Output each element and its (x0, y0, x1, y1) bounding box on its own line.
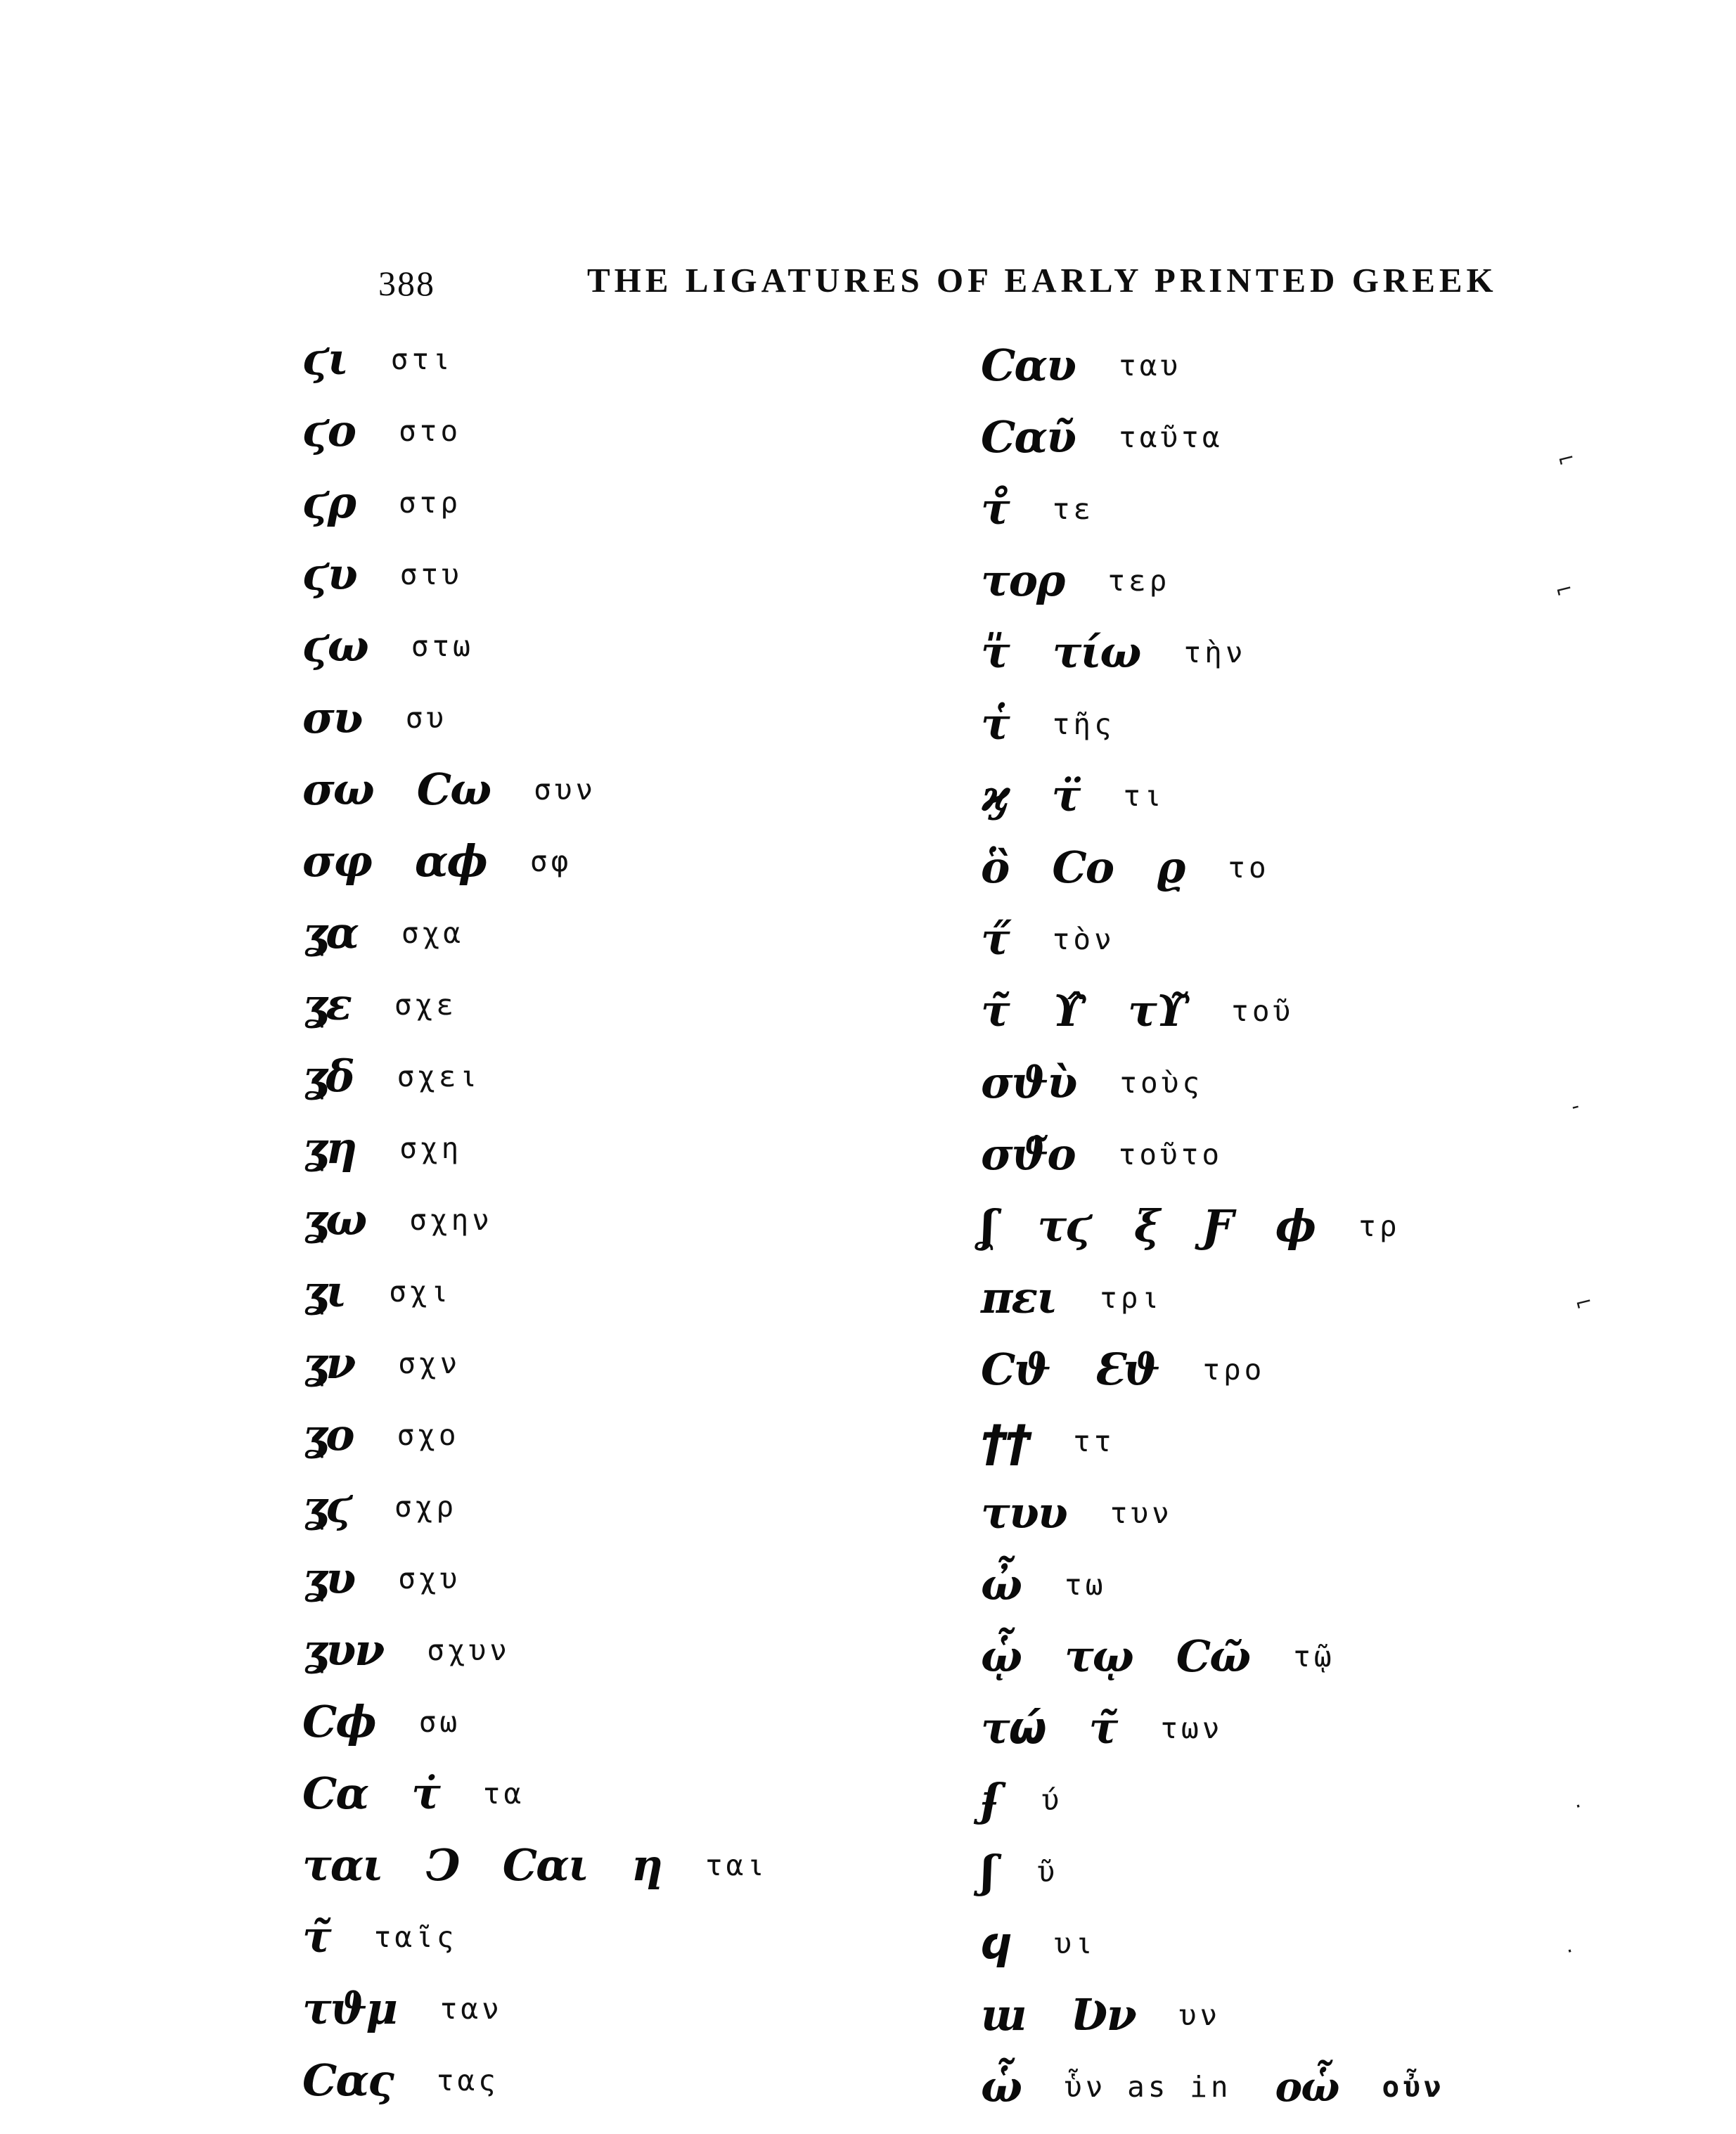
ligature-row (981, 1119, 1445, 1190)
ligature-row (981, 1334, 1445, 1406)
ligature-row (302, 2045, 768, 2116)
ligature-glyph: τ̔ (981, 698, 1009, 750)
ligature-glyph: τϒ̃ (1128, 985, 1188, 1036)
margin-mark: · (1571, 1794, 1585, 1820)
reading-text: σω (418, 1704, 461, 1739)
reading-text: τρο (1202, 1352, 1266, 1387)
ligature-row (981, 1477, 1445, 1549)
reading-text: το (1228, 850, 1270, 885)
ligature-row (302, 1471, 768, 1543)
reading-text: τῷ (1293, 1639, 1335, 1673)
ligature-glyph: ξ (1134, 1200, 1159, 1252)
ligature-glyph: ʓι (302, 1266, 346, 1317)
ligature-glyph: ʓδ (302, 1050, 354, 1102)
reading-text: τα (482, 1776, 525, 1811)
ligature-glyph: σω (302, 764, 373, 815)
ligature-row (302, 395, 768, 467)
ligature-glyph: ʓω (302, 1194, 366, 1245)
ligature-glyph: τ̃ (1088, 1702, 1117, 1754)
reading-text: τυν (1110, 1496, 1173, 1530)
ligature-glyph: ϒ̂ (1052, 985, 1085, 1036)
ligature-row (302, 1184, 768, 1256)
ligature-glyph: Ɛϑ (1093, 1344, 1159, 1395)
margin-mark: · (1563, 1939, 1576, 1965)
reading-text: τῆς (1052, 707, 1115, 741)
ligature-glyph: τορ (981, 555, 1065, 606)
ligature-row (302, 1614, 768, 1686)
ligature-row (981, 1979, 1445, 2051)
ligature-row (302, 467, 768, 539)
ligature-row (302, 610, 768, 682)
ligature-row (302, 1041, 768, 1112)
reading-text: στο (399, 413, 462, 448)
ligature-glyph: Ϲαυ (981, 340, 1076, 391)
ligature-row (981, 401, 1445, 473)
ligature-glyph: οὧ (1275, 2063, 1339, 2111)
ligature-glyph: σϑὺ (981, 1057, 1076, 1108)
ligature-glyph: ʓα (302, 907, 358, 958)
ligature-glyph: ʆ (981, 1200, 994, 1252)
ligature-glyph: ʓυ (302, 1553, 355, 1604)
ligature-row (981, 1262, 1445, 1334)
ligature-row (981, 473, 1445, 545)
reading-text: σχο (397, 1418, 460, 1452)
ligature-glyph: Ϲϕ (302, 1696, 375, 1747)
ligature-glyph: σφ (302, 835, 371, 887)
reading-text: στι (390, 342, 454, 376)
reading-text: στυ (399, 557, 463, 591)
margin-mark: ⌐ (1572, 1289, 1596, 1318)
ligature-glyph: σϑ̃ο (981, 1129, 1075, 1180)
ligature-glyph: ʓε (302, 979, 351, 1030)
ligature-glyph: ʓη (302, 1122, 356, 1174)
ligature-glyph: ʓϛ (302, 1481, 351, 1532)
ligature-glyph: τ̃ (302, 1911, 330, 1962)
reading-text: στρ (398, 485, 462, 520)
ligature-row (302, 1256, 768, 1328)
reading-text: υι (1054, 1926, 1096, 1960)
ligature-glyph: ϗ (981, 770, 1008, 821)
ligature-row (981, 1190, 1445, 1262)
ligature-glyph: τῳ (1065, 1631, 1133, 1682)
margin-mark: - (1568, 1093, 1582, 1119)
reading-text: σχν (398, 1346, 461, 1380)
ligature-glyph: ᾧ (981, 1631, 1022, 1682)
ligature-row (981, 617, 1445, 688)
ligature-glyph: Ϲῶ (1176, 1631, 1250, 1682)
ligature-row (981, 975, 1445, 1047)
reading-text: τοῦτο (1118, 1137, 1223, 1171)
reading-text: ττ (1073, 1424, 1115, 1458)
ligature-row (981, 545, 1445, 617)
ligature-glyph: τ̃ (981, 985, 1009, 1036)
ligature-row (981, 1908, 1445, 1979)
ligature-glyph: τ̎ (981, 626, 1009, 678)
ligature-glyph: αϕ (414, 835, 487, 887)
reading-text: σχυ (398, 1561, 461, 1595)
reading-text: ταῖς (373, 1920, 458, 1954)
ligature-row (302, 897, 768, 969)
ligature-row (302, 539, 768, 610)
reading-text: ταῦτα (1119, 420, 1223, 454)
ligature-glyph: ϛρ (302, 477, 355, 528)
ligature-row (981, 2051, 1445, 2123)
ligature-row (302, 1901, 768, 1973)
ligature-glyph: ται (302, 1839, 382, 1891)
reading-text: τω (1065, 1567, 1107, 1602)
ligature-glyph: τ̋ (981, 913, 1009, 965)
ligature-glyph: ϥ (981, 1917, 1011, 1969)
reading-text: τας (436, 2063, 499, 2097)
margin-mark: ⌐ (1552, 576, 1576, 605)
ligature-glyph: ʃ (981, 1846, 994, 1897)
reading-text: ὗν as in (1065, 2069, 1232, 2104)
ligature-row (302, 682, 768, 754)
reading-text: τρ (1358, 1209, 1401, 1243)
reading-text: συ (405, 700, 448, 735)
reading-text: οὖν (1382, 2069, 1445, 2104)
reading-text: τὴν (1183, 635, 1247, 669)
ligature-glyph: Ƒ (1202, 1200, 1232, 1252)
page-number: 388 (378, 264, 435, 303)
reading-text: σχην (409, 1202, 493, 1237)
reading-text: σχε (394, 987, 457, 1022)
reading-text: των (1160, 1711, 1223, 1745)
page-title: THE LIGATURES OF EARLY PRINTED GREEK (587, 261, 1498, 300)
ligature-column-right (981, 330, 1445, 2123)
margin-mark: ⌐ (1555, 445, 1579, 474)
ligature-glyph: σʋ (302, 692, 362, 743)
ligature-glyph: Ϲο (1052, 842, 1114, 893)
ligature-glyph: πει (981, 1272, 1057, 1323)
ligature-row (302, 1973, 768, 2045)
reading-text: ταυ (1119, 348, 1182, 383)
ligature-row (981, 904, 1445, 975)
ligature-glyph: ὧ (981, 2061, 1022, 2112)
reading-text: σχει (397, 1059, 481, 1093)
reading-text: τρι (1100, 1280, 1163, 1315)
ligature-row (981, 1549, 1445, 1621)
ligature-row (302, 323, 768, 395)
reading-text: τι (1123, 778, 1165, 813)
reading-text: σχι (389, 1274, 452, 1309)
ligature-row (981, 1621, 1445, 1692)
ligature-glyph: ϛι (302, 333, 347, 385)
ligature-row (981, 688, 1445, 760)
ligature-glyph: τ̇ (411, 1768, 439, 1819)
ligature-glyph: Ϲας (302, 2055, 393, 2106)
ligature-glyph: τίω (1052, 626, 1140, 678)
ligature-glyph: ʄ (981, 1774, 998, 1825)
ligature-row (302, 969, 768, 1041)
reading-text: σχυν (427, 1633, 510, 1667)
ligature-glyph: τ̈ (1051, 770, 1080, 821)
reading-text: στω (411, 629, 474, 663)
reading-text: ταν (439, 1991, 503, 2026)
ligature-glyph: Ϲαι (502, 1839, 588, 1891)
ligature-glyph: τυυ (981, 1487, 1067, 1538)
reading-text: τε (1052, 491, 1095, 526)
reading-text: τερ (1107, 563, 1171, 598)
ligature-row (302, 754, 768, 825)
ligature-glyph: ϯϯ (981, 1415, 1030, 1467)
reading-text: σφ (529, 844, 572, 878)
ligature-glyph: ʓο (302, 1409, 354, 1460)
ligature-row (981, 1836, 1445, 1908)
ligature-row (981, 1764, 1445, 1836)
ligature-glyph: ϛω (302, 620, 368, 671)
reading-text: τοὺς (1119, 1065, 1204, 1100)
ligature-glyph: ʓν (302, 1337, 355, 1389)
ligature-glyph: ƞ (631, 1839, 662, 1891)
ligature-row (302, 1543, 768, 1614)
reading-text: τὸν (1052, 922, 1115, 956)
reading-text: υν (1178, 1998, 1221, 2032)
ligature-glyph: Ϲω (416, 764, 491, 815)
ligature-glyph: Ͻ (425, 1839, 459, 1891)
ligature-row (981, 1692, 1445, 1764)
ligature-row (302, 1328, 768, 1399)
reading-text: σχη (399, 1131, 463, 1165)
ligature-row (981, 1047, 1445, 1119)
reading-text: ύ (1041, 1782, 1063, 1817)
reading-text: ῦ (1037, 1854, 1059, 1889)
ligature-row (302, 1758, 768, 1830)
ligature-row (981, 1406, 1445, 1477)
ligature-glyph: τϛ (1037, 1200, 1091, 1252)
ligature-glyph: ὃ (981, 842, 1009, 893)
ligature-glyph: ϱ (1157, 842, 1185, 893)
ligature-row (302, 825, 768, 897)
ligature-glyph: τϑμ (302, 1983, 397, 2034)
ligature-glyph: ϛο (302, 405, 356, 456)
ligature-glyph: τ̊ (981, 483, 1009, 534)
ligature-glyph: Ϲαῦ (981, 411, 1076, 463)
reading-text: σχα (401, 915, 464, 950)
ligature-glyph: Ϲα (302, 1768, 368, 1819)
ligature-glyph: ϛυ (302, 548, 356, 600)
ligature-glyph: ϕ (1275, 1200, 1316, 1252)
ligature-glyph: ὦ (981, 1559, 1022, 1610)
ligature-row (302, 1686, 768, 1758)
ligature-glyph: τѡ́ (981, 1702, 1046, 1754)
ligature-row (302, 1112, 768, 1184)
ligature-glyph: Ʋν (1069, 1989, 1136, 2040)
reading-text: ται (705, 1848, 768, 1882)
ligature-row (302, 1830, 768, 1901)
ligature-row (981, 760, 1445, 832)
ligature-row (981, 832, 1445, 904)
reading-text: σχρ (394, 1489, 458, 1524)
ligature-glyph: Ϲϑ (981, 1344, 1050, 1395)
ligature-glyph: ʓυν (302, 1624, 384, 1676)
ligature-row (302, 1399, 768, 1471)
reading-text: συν (534, 772, 597, 806)
reading-text: τοῦ (1231, 994, 1294, 1028)
ligature-column-left (302, 323, 768, 2116)
ligature-glyph: ɯ (981, 1989, 1026, 2040)
ligature-row (981, 330, 1445, 401)
